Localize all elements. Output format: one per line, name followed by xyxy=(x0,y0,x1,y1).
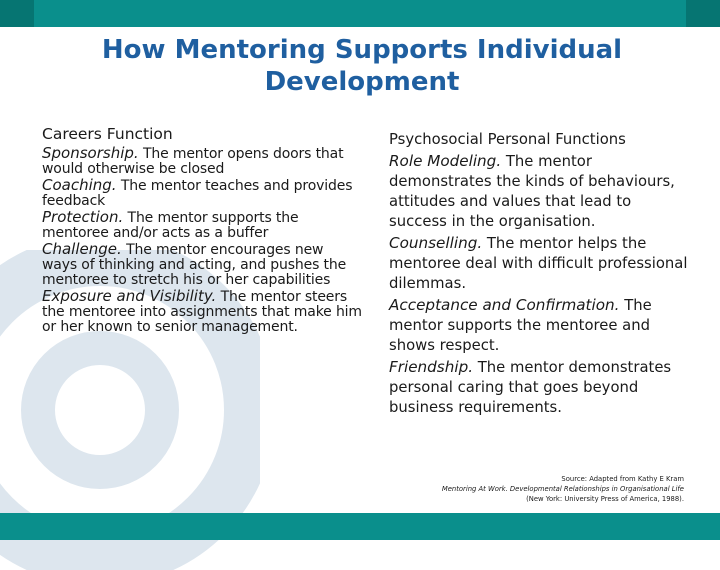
psychosocial-item-term: Acceptance and Confirmation. xyxy=(389,296,620,314)
psychosocial-item-acceptance xyxy=(389,295,689,356)
top-banner-left-accent xyxy=(0,0,34,27)
psychosocial-item-counselling xyxy=(389,233,689,294)
careers-item-text: The mentor supports the mentoree and/or acts as a buffer xyxy=(42,210,299,241)
psychosocial-item-text: The mentor supports the mentoree and shows respect. xyxy=(389,297,652,354)
careers-item-protection xyxy=(42,210,362,241)
careers-item-text: The mentor encourages new ways of thinking and acting, and pushes the mentoree to stretch his or her capabilities xyxy=(42,242,347,288)
careers-item-text: The mentor teaches and provides feedback xyxy=(42,178,353,209)
psychosocial-item-role-modeling xyxy=(389,151,689,232)
slide-title: How Mentoring Supports Individual Development xyxy=(101,35,623,97)
careers-item-term: Challenge. xyxy=(42,240,122,258)
psychosocial-item-text: The mentor demonstrates personal caring that goes beyond business requirements. xyxy=(389,359,672,416)
psychosocial-item-text: The mentor helps the mentoree deal with difficult professional dilemmas. xyxy=(389,235,688,292)
psychosocial-item-term: Role Modeling. xyxy=(389,152,502,170)
careers-item-text: The mentor steers the mentoree into assignments that make him or her known to senior management. xyxy=(42,289,362,335)
careers-item-sponsorship xyxy=(42,146,362,177)
psychosocial-item-term: Counselling. xyxy=(389,234,483,252)
careers-item-term: Coaching. xyxy=(42,176,117,194)
careers-item-term: Sponsorship. xyxy=(42,144,139,162)
careers-item-text: The mentor opens doors that would otherwise be closed xyxy=(42,146,344,177)
source-line-1: Source: Adapted from Kathy E Kram xyxy=(561,475,684,483)
careers-item-term: Protection. xyxy=(42,208,124,226)
psychosocial-item-text: The mentor demonstrates the kinds of behaviours, attitudes and values that lead to success in the organisation. xyxy=(389,153,675,230)
source-line-3: (New York: University Press of America, 1988). xyxy=(526,495,684,503)
psychosocial-function-heading: Psychosocial Personal Functions xyxy=(389,131,626,148)
psychosocial-item-friendship xyxy=(389,357,689,418)
psychosocial-item-term: Friendship. xyxy=(389,358,474,376)
careers-item-term: Exposure and Visibility. xyxy=(42,287,217,305)
top-banner xyxy=(0,0,720,27)
careers-item-exposure xyxy=(42,289,362,335)
careers-item-coaching xyxy=(42,178,362,209)
bottom-banner xyxy=(0,513,720,540)
careers-item-challenge xyxy=(42,242,362,288)
source-citation xyxy=(344,474,684,504)
psychosocial-function-column xyxy=(389,130,689,419)
top-banner-right-accent xyxy=(686,0,720,27)
source-line-2: Mentoring At Work. Developmental Relationships in Organisational Life xyxy=(441,485,684,493)
careers-function-heading: Careers Function xyxy=(42,125,173,143)
careers-function-column xyxy=(42,126,362,336)
